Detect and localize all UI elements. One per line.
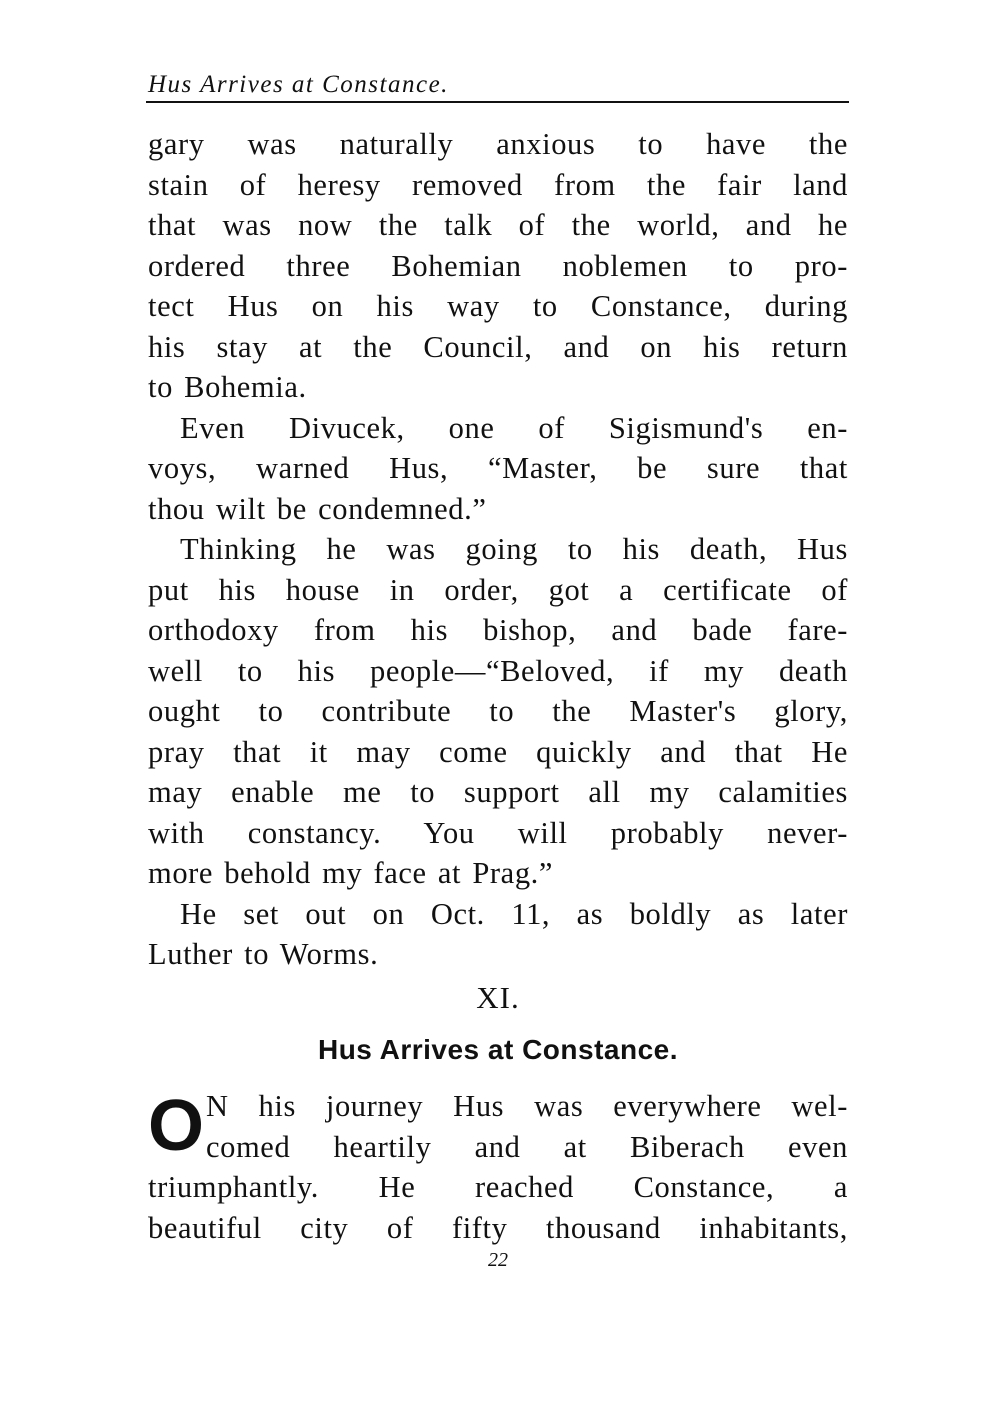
page-number: 22 [488,1249,508,1271]
text-line: comed heartily and at Biberach even [206,1129,848,1164]
text-line: beautiful city of fifty thousand inhabitants, [148,1210,848,1245]
text-line: voys, warned Hus, “Master, be sure that [148,451,848,485]
text-line: ordered three Bohemian noblemen to pro- [148,248,848,283]
text-line: well to his people—“Beloved, if my death [148,653,848,688]
text-line: that was now the talk of the world, and he [148,208,848,242]
text-line: ought to contribute to the Master's glory, [148,694,848,728]
text-line: gary was naturally anxious to have the [148,127,848,161]
text-line: put his house in order, got a certificate of [148,572,848,607]
drop-cap: O [148,1086,205,1166]
running-head: Hus Arrives at Constance. [148,71,449,98]
text-line: triumphantly. He reached Constance, a [148,1170,848,1204]
text-line: may enable me to support all my calamities [148,775,848,809]
text-line: Even Divucek, one of Sigismund's en- [180,410,848,445]
text-line: more behold my face at Prag.” [148,856,554,890]
text-line: thou wilt be condemned.” [148,491,487,526]
chapter-number: XI. [476,980,520,1015]
text-line: N his journey Hus was everywhere wel- [206,1089,848,1123]
text-line: tect Hus on his way to Constance, during [148,289,848,323]
chapter-body [148,1086,848,1248]
text-line: orthodoxy from his bishop, and bade fare- [148,613,848,647]
text-line: with constancy. You will probably never- [148,815,848,850]
text-line: Luther to Worms. [148,937,379,971]
text-line: to Bohemia. [148,370,307,404]
header-rule [146,101,849,103]
text-line: Thinking he was going to his death, Hus [180,532,848,566]
body-text [148,124,848,975]
text-line: his stay at the Council, and on his return [148,329,848,364]
text-line: stain of heresy removed from the fair land [148,167,848,202]
text-line: pray that it may come quickly and that He [148,734,848,769]
chapter-title: Hus Arrives at Constance. [317,1034,679,1065]
text-line: He set out on Oct. 11, as boldly as later [180,896,848,931]
